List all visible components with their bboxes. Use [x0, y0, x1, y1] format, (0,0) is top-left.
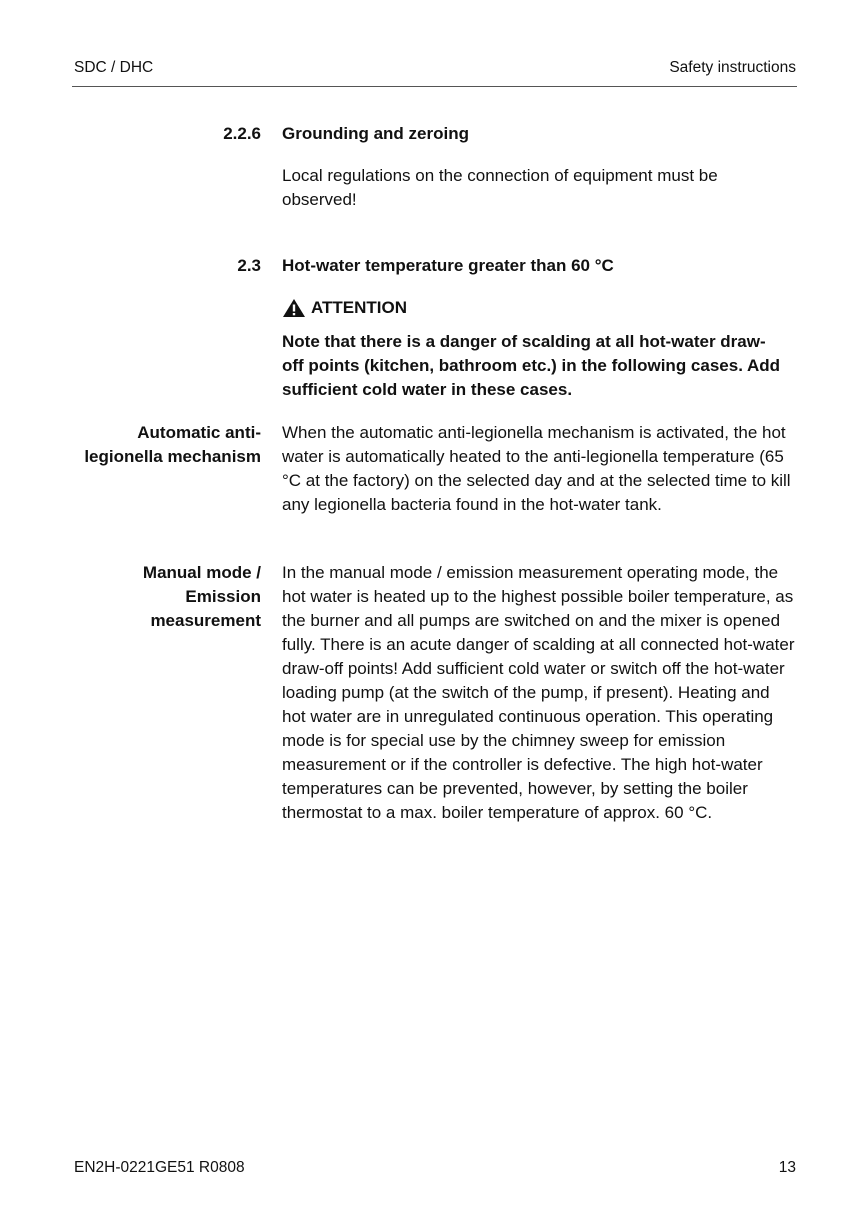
manual-mode-body: In the manual mode / emission measurement operating mode, the hot water is heated up to the highest possible boiler temperature, as the burner and all pumps are switched on and the mixer is opened fully. There is an acute danger of scalding at all connected hot-water draw-off points! Add sufficient cold water or switch off the hot-water loading pump (at the switch of the pump, if present). Heating and hot water are in unregulated continuous operation. This operating mode is for special use by the chimney sweep for emission measurement or if the controller is defective. The high hot-water temperatures can be prevented, however, by setting the boiler thermostat to a max. boiler temperature of approx. 60 °C. [282, 563, 795, 822]
section-title-2-2-6: Grounding and zeroing [282, 124, 469, 143]
page-footer [74, 1158, 796, 1178]
header-chapter: Safety instructions [669, 59, 796, 76]
side-label-manual-mode: Manual mode / Emission measurement [142, 563, 261, 630]
section-body-2-2-6: Local regulations on the connection of equipment must be observed! [282, 166, 718, 209]
scalding-warning: Note that there is a danger of scalding at all hot-water draw-off points (kitchen, bathroom etc.) in the following cases. Add sufficient cold water in these cases. [282, 332, 781, 399]
section-number-2-2-6: 2.2.6 [223, 124, 261, 143]
footer-page-number: 13 [778, 1159, 796, 1176]
header-product: SDC / DHC [74, 59, 154, 76]
footer-document-code: EN2H-0221GE51 R0808 [74, 1159, 245, 1176]
section-title-2-3: Hot-water temperature greater than 60 °C [282, 256, 614, 275]
section-number-2-3: 2.3 [237, 256, 261, 275]
warning-triangle-icon [282, 298, 306, 318]
anti-legionella-body: When the automatic anti-legionella mechanism is activated, the hot water is automatically heated to the anti-legionella temperature (65 °C at the factory) on the selected day and at the selected time to kill any legionella bacteria found in the hot-water tank. [282, 423, 791, 514]
side-label-anti-legionella: Automatic anti-legionella mechanism [84, 423, 261, 466]
page-header [74, 58, 796, 78]
attention-notice [282, 296, 797, 320]
attention-label: ATTENTION [311, 298, 408, 317]
header-divider [72, 86, 797, 87]
